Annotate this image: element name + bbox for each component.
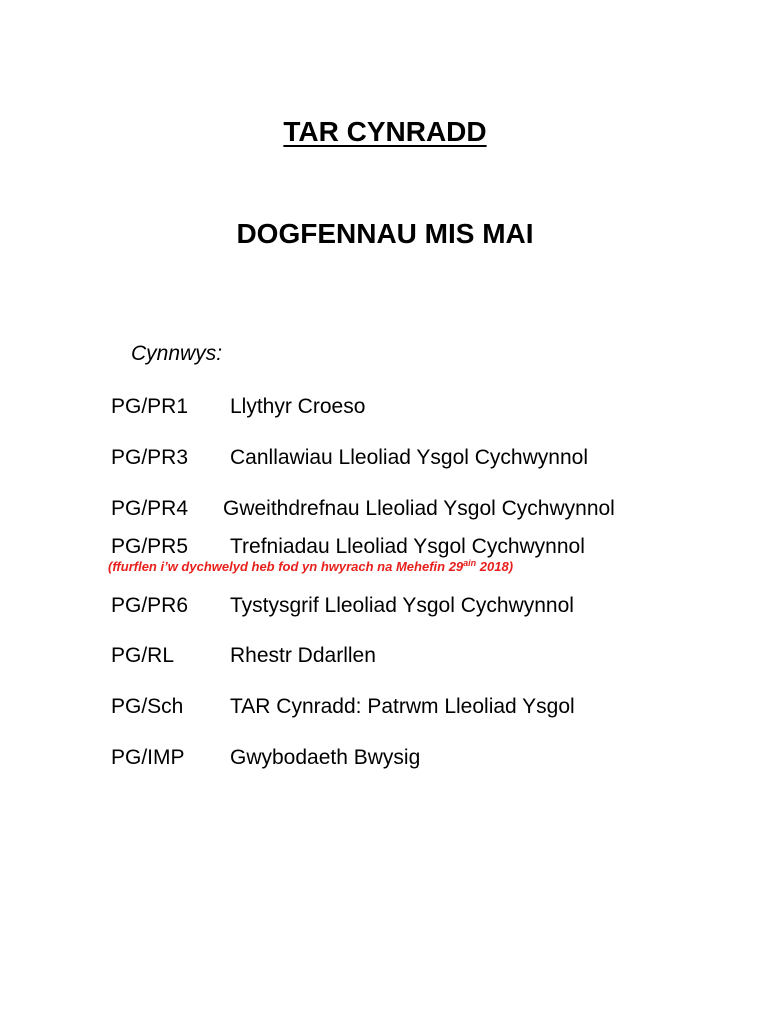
item-label: Llythyr Croeso xyxy=(230,395,366,418)
document-subtitle: DOGFENNAU MIS MAI xyxy=(236,218,534,249)
item-label: Rhestr Ddarllen xyxy=(230,644,376,667)
item-code: PG/PR3 xyxy=(111,446,189,469)
contents-item xyxy=(0,745,770,771)
contents-item xyxy=(0,694,770,720)
contents-item xyxy=(0,496,770,522)
return-deadline-note xyxy=(108,559,513,575)
contents-label: Cynnwys: xyxy=(131,342,223,365)
item-label: Gweithdrefnau Lleoliad Ysgol Cychwynnol xyxy=(223,497,615,520)
item-label: TAR Cynradd: Patrwm Lleoliad Ysgol xyxy=(230,695,575,718)
item-code: PG/PR1 xyxy=(111,395,189,418)
item-code: PG/PR6 xyxy=(111,594,189,617)
item-code: PG/PR4 xyxy=(111,497,189,520)
note-superscript: ain xyxy=(463,558,477,568)
item-label: Gwybodaeth Bwysig xyxy=(230,746,421,769)
contents-item xyxy=(0,643,770,669)
note-text: (ffurflen i’w dychwelyd heb fod yn hwyrach na Mehefin 29 xyxy=(108,559,464,574)
contents-item xyxy=(0,445,770,471)
item-code: PG/IMP xyxy=(111,746,185,769)
note-text-end: 2018) xyxy=(476,559,514,574)
item-code: PG/Sch xyxy=(111,695,184,718)
contents-item xyxy=(0,534,770,560)
document-title: TAR CYNRADD xyxy=(283,116,487,147)
item-code: PG/PR5 xyxy=(111,535,189,558)
item-code: PG/RL xyxy=(111,644,175,667)
item-label: Tystysgrif Lleoliad Ysgol Cychwynnol xyxy=(230,594,574,617)
contents-item xyxy=(0,593,770,619)
item-label: Canllawiau Lleoliad Ysgol Cychwynnol xyxy=(230,446,588,469)
item-label: Trefniadau Lleoliad Ysgol Cychwynnol xyxy=(230,535,585,558)
contents-item xyxy=(0,394,770,420)
